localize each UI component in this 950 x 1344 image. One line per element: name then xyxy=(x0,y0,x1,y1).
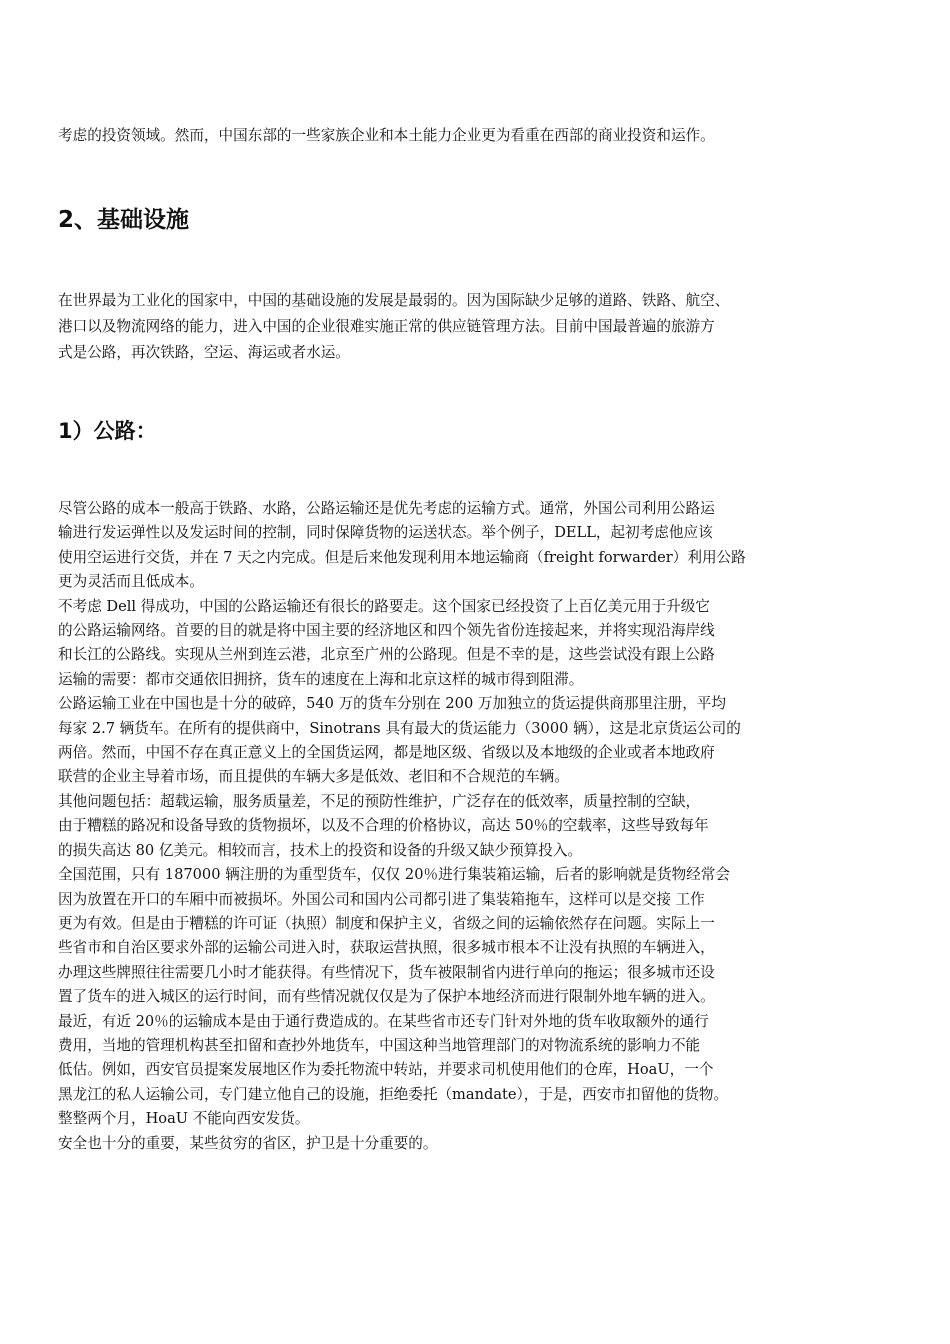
subsection-heading: 1）公路： xyxy=(58,419,157,443)
paragraph-line: 不考虑 Dell 得成功，中国的公路运输还有很长的路要走。这个国家已经投资了上百亿美元用于升级它 xyxy=(58,597,710,615)
paragraph-line: 使用空运进行交货，并在 7 天之内完成。但是后来他发现利用本地运输商（freight forwarder）利用公路 xyxy=(58,548,746,566)
paragraph-line: 联营的企业主导着市场，而且提供的车辆大多是低效、老旧和不合规范的车辆。 xyxy=(58,768,569,786)
paragraph-line: 更为有效。但是由于糟糕的许可证（执照）制度和保护主义，省级之间的运输依然存在问题。实际上一 xyxy=(58,914,715,932)
paragraph-line: 全国范围，只有 187000 辆注册的为重型货车，仅仅 20％进行集装箱运输，后者的影响就是货物经常会 xyxy=(58,866,730,884)
paragraph-line: 输进行发运弹性以及发运时间的控制，同时保障货物的运送状态。举个例子，DELL，起初考虑他应该 xyxy=(58,524,713,542)
paragraph-line: 更为灵活而且低成本。 xyxy=(58,573,204,591)
paragraph-line: 安全也十分的重要，某些贫穷的省区，护卫是十分重要的。 xyxy=(58,1134,438,1152)
section-heading: 2、基础设施 xyxy=(58,207,190,233)
paragraph-line: 最近，有近 20％的运输成本是由于通行费造成的。在某些省市还专门针对外地的货车收取额外的通行 xyxy=(58,1012,709,1030)
paragraph-line: 和长江的公路线。实现从兰州到连云港，北京至广州的公路现。但是不幸的是，这些尝试没有跟上公路 xyxy=(58,646,715,664)
paragraph-line: 其他问题包括：超载运输，服务质量差，不足的预防性维护，广泛存在的低效率，质量控制的空缺， xyxy=(58,792,701,810)
paragraph-line: 的公路运输网络。首要的目的就是将中国主要的经济地区和四个领先省份连接起来，并将实现沿海岸线 xyxy=(58,622,715,640)
paragraph-line: 费用，当地的管理机构甚至扣留和查抄外地货车，中国这种当地管理部门的对物流系统的影响力不能 xyxy=(58,1036,701,1054)
paragraph-line: 在世界最为工业化的国家中，中国的基础设施的发展是最弱的。因为国际缺少足够的道路、铁路、航空、 xyxy=(58,292,730,309)
paragraph-line: 黑龙江的私人运输公司，专门建立他自己的设施，拒绝委托（mandate），于是，西安市扣留他的货物。 xyxy=(58,1085,729,1103)
paragraph-line: 低估。例如，西安官员提案发展地区作为委托物流中转站，并要求司机使用他们的仓库，HoaU，一个 xyxy=(58,1061,714,1079)
paragraph-line: 两倍。然而，中国不存在真正意义上的全国货运网，都是地区级、省级以及本地级的企业或者本地政府 xyxy=(58,744,715,762)
paragraph-line: 式是公路，再次铁路，空运、海运或者水运。 xyxy=(58,344,350,361)
infrastructure-paragraph xyxy=(58,288,826,366)
paragraph-line: 办理这些牌照往往需要几小时才能获得。有些情况下，货车被限制省内进行单向的拖运；很多城市还设 xyxy=(58,963,715,981)
paragraph-line: 由于糟糕的路况和设备导致的货物损坏，以及不合理的价格协议，高达 50％的空载率，这些导致每年 xyxy=(58,817,709,835)
paragraph-line: 港口以及物流网络的能力，进入中国的企业很难实施正常的供应链管理方法。目前中国最普遍的旅游方 xyxy=(58,318,715,335)
paragraph-line: 置了货车的进入城区的运行时间，而有些情况就仅仅是为了保护本地经济而进行限制外地车辆的进入。 xyxy=(58,988,715,1006)
paragraph-line: 的损失高达 80 亿美元。相较而言，技术上的投资和设备的升级又缺少预算投入。 xyxy=(58,841,583,859)
paragraph-line: 公路运输工业在中国也是十分的破碎，540 万的货车分别在 200 万加独立的货运提供商那里注册，平均 xyxy=(58,695,726,713)
paragraph-line: 每家 2.7 辆货车。在所有的提供商中，Sinotrans 具有最大的货运能力（3000 辆），这是北京货运公司的 xyxy=(58,719,741,737)
paragraph-line: 运输的需要：都市交通依旧拥挤，货车的速度在上海和北京这样的城市得到阻滞。 xyxy=(58,670,584,688)
intro-paragraph: 考虑的投资领域。然而，中国东部的一些家族企业和本土能力企业更为看重在西部的商业投资和运作。 xyxy=(58,127,715,144)
road-transport-text xyxy=(58,497,826,1156)
paragraph-line: 些省市和自治区要求外部的运输公司进入时，获取运营执照，很多城市根本不让没有执照的车辆进入， xyxy=(58,939,715,957)
paragraph-line: 整整两个月，HoaU 不能向西安发货。 xyxy=(58,1110,310,1128)
paragraph-line: 因为放置在开口的车厢中而被损坏。外国公司和国内公司都引进了集装箱拖车，这样可以是交接 工作 xyxy=(58,890,705,908)
paragraph-line: 尽管公路的成本一般高于铁路、水路，公路运输还是优先考虑的运输方式。通常，外国公司利用公路运 xyxy=(58,500,715,517)
